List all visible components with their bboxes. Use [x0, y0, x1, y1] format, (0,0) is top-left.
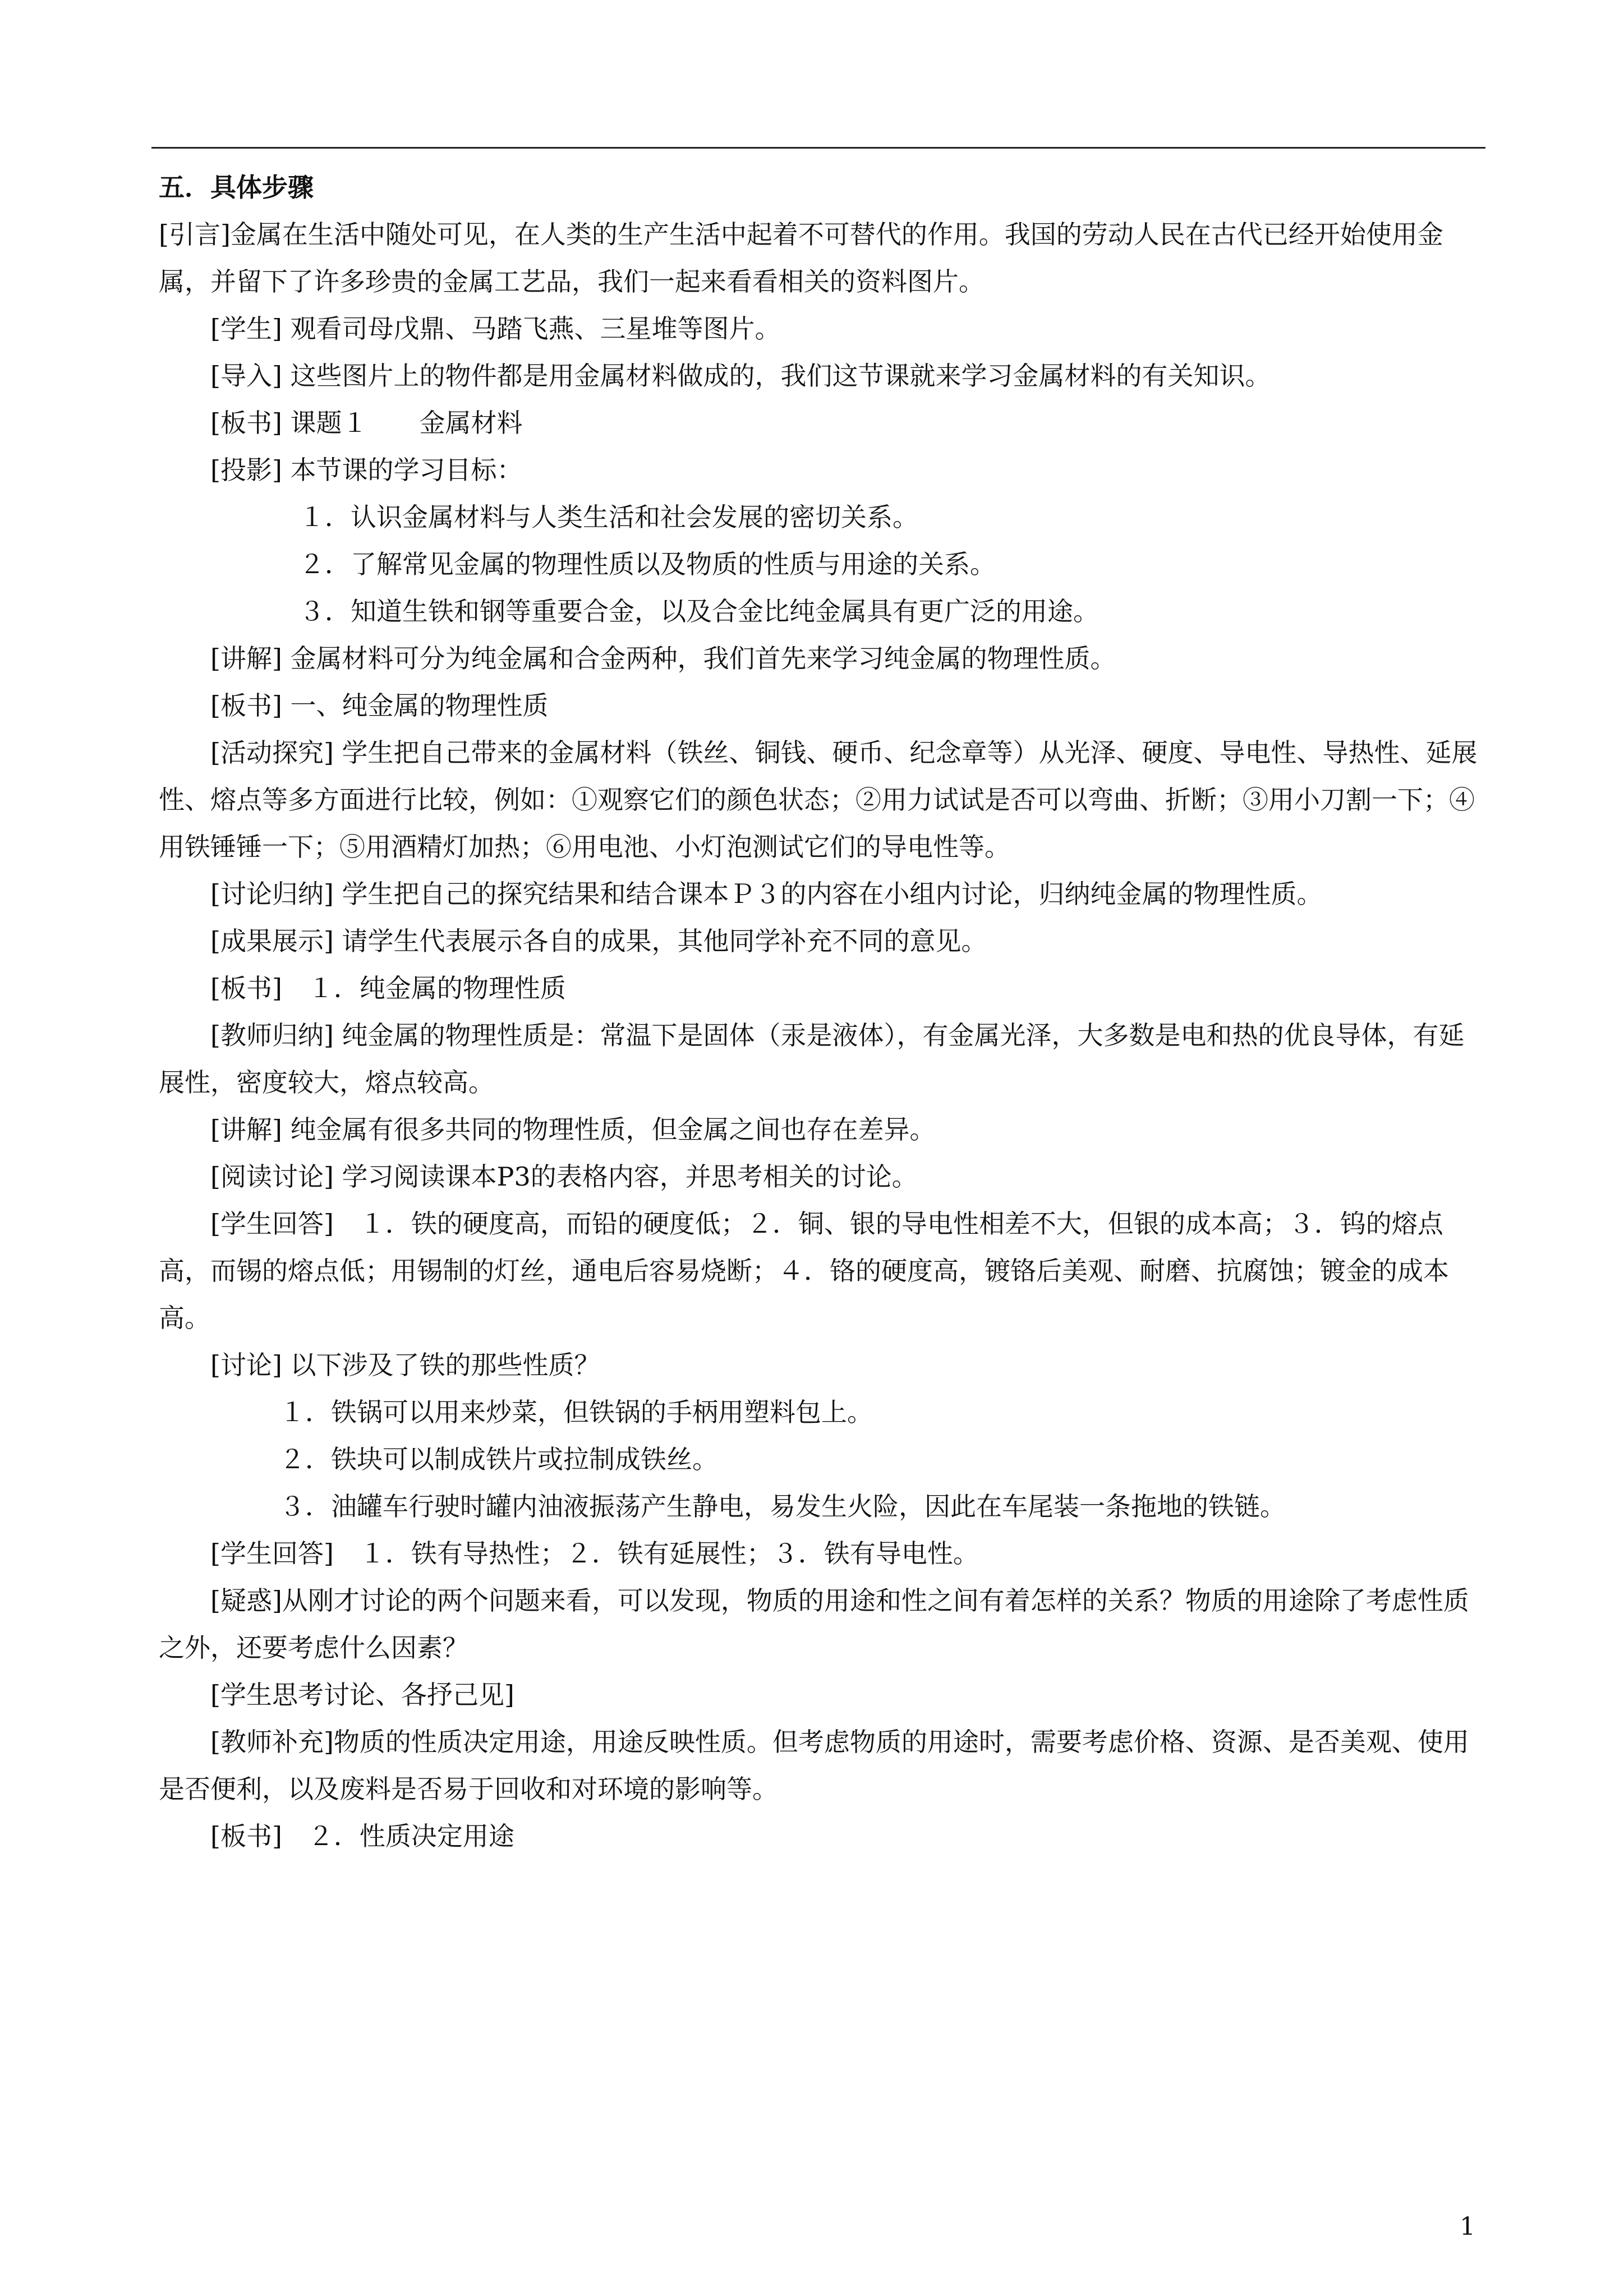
paragraph: [疑惑]从刚才讨论的两个问题来看，可以发现，物质的用途和性之间有着怎样的关系？物质的用途除了考虑性质之外，还要考虑什么因素？: [159, 1585, 1469, 1663]
paragraph: [板书] ２．性质决定用途: [210, 1821, 514, 1851]
section-heading: 五．具体步骤: [159, 172, 314, 202]
paragraph: [讨论] 以下涉及了铁的那些性质？: [210, 1350, 600, 1380]
list-item: １．认识金属材料与人类生活和社会发展的密切关系。: [299, 502, 918, 532]
paragraph: [板书] 一、纯金属的物理性质: [210, 690, 549, 721]
paragraph: [活动探究] 学生把自己带来的金属材料（铁丝、铜钱、硬币、纪念章等）从光泽、硬度、导电性、导热性、延展性、熔点等多方面进行比较，例如：①观察它们的颜色状态；②用力试试是否可以弯曲、折断；③用小刀割一下；④用铁锤锤一下；⑤用酒精灯加热；⑥用电池、小灯泡测试它们的导电性等。: [159, 737, 1478, 862]
list-item: ３．知道生铁和钢等重要合金，以及合金比纯金属具有更广泛的用途。: [299, 596, 1099, 626]
document-body: [159, 164, 1487, 1860]
paragraph: [教师归纳] 纯金属的物理性质是：常温下是固体（汞是液体），有金属光泽，大多数是电和热的优良导体，有延展性，密度较大，熔点较高。: [159, 1020, 1465, 1098]
paragraph: [学生思考讨论、各抒己见]: [210, 1680, 514, 1710]
list-item: ２．了解常见金属的物理性质以及物质的性质与用途的关系。: [299, 549, 996, 579]
list-item: ２．铁块可以制成铁片或拉制成铁丝。: [279, 1444, 718, 1474]
paragraph: [投影] 本节课的学习目标：: [210, 455, 523, 485]
paragraph: [板书] １．纯金属的物理性质: [210, 973, 566, 1003]
paragraph: [学生] 观看司母戊鼎、马踏飞燕、三星堆等图片。: [210, 313, 781, 344]
paragraph: [学生回答] １．铁的硬度高，而铅的硬度低；２．铜、银的导电性相差不大，但银的成本高；３．钨的熔点高，而锡的熔点低；用锡制的灯丝，通电后容易烧断；４．铬的硬度高，镀铬后美观、耐磨、抗腐蚀；镀金的成本高。: [159, 1209, 1449, 1333]
paragraph: [讲解] 纯金属有很多共同的物理性质，但金属之间也存在差异。: [210, 1114, 936, 1145]
list-item: ３．油罐车行驶时罐内油液振荡产生静电，易发生火险，因此在车尾装一条拖地的铁链。: [279, 1491, 1286, 1522]
header-rule: [151, 147, 1485, 149]
paragraph: [引言]金属在生活中随处可见，在人类的生产生活中起着不可替代的作用。我国的劳动人民在古代已经开始使用金属，并留下了许多珍贵的金属工艺品，我们一起来看看相关的资料图片。: [159, 219, 1443, 297]
paragraph: [板书] 课题１ 金属材料: [210, 408, 523, 438]
paragraph: [讲解] 金属材料可分为纯金属和合金两种，我们首先来学习纯金属的物理性质。: [210, 643, 1116, 674]
paragraph: [讨论归纳] 学生把自己的探究结果和结合课本Ｐ３的内容在小组内讨论，归纳纯金属的物理性质。: [210, 879, 1323, 909]
page-number: 1: [1460, 2212, 1475, 2241]
paragraph: [阅读讨论] 学习阅读课本P3的表格内容，并思考相关的讨论。: [210, 1161, 918, 1192]
paragraph: [成果展示] 请学生代表展示各自的成果，其他同学补充不同的意见。: [210, 926, 987, 956]
paragraph: [导入] 这些图片上的物件都是用金属材料做成的，我们这节课就来学习金属材料的有关知识。: [210, 361, 1271, 391]
paragraph: [学生回答] １．铁有导热性；２．铁有延展性；３．铁有导电性。: [210, 1538, 979, 1569]
paragraph: [教师补充]物质的性质决定用途，用途反映性质。但考虑物质的用途时，需要考虑价格、资源、是否美观、使用是否便利，以及废料是否易于回收和对环境的影响等。: [159, 1727, 1469, 1804]
list-item: １．铁锅可以用来炒菜，但铁锅的手柄用塑料包上。: [279, 1397, 873, 1427]
